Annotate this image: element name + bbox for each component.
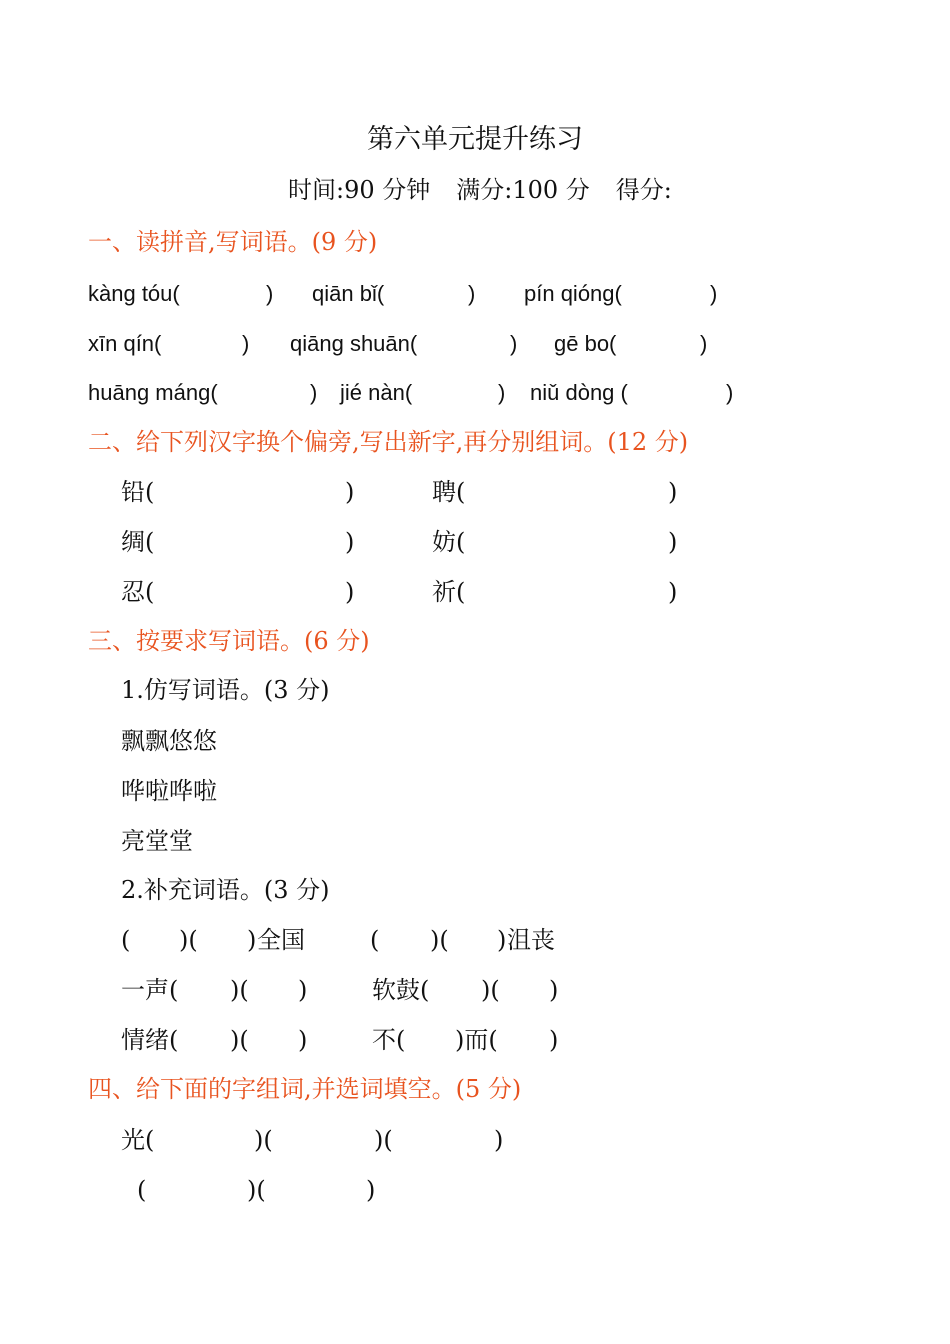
section-2-heading: 二、给下列汉字换个偏旁,写出新字,再分别组词。(12 分) [88,428,689,456]
answer-blank-close[interactable]: ) [494,1126,504,1154]
answer-blank-close[interactable]: ) [497,926,507,954]
answer-blank-close[interactable]: ) [726,380,734,405]
char-item: 聘( [432,478,466,506]
page-title: 第六单元提升练习 [367,124,583,155]
char-item: 忍( [121,578,155,606]
score-label: 得分: [615,176,672,204]
answer-blank-close[interactable]: ) [298,976,308,1004]
answer-blank-open[interactable]: ( [370,926,380,954]
answer-blank-close[interactable]: ) [345,478,355,506]
example-word: 哗啦哗啦 [121,777,217,805]
section-4-heading: 四、给下面的字组词,并选词填空。(5 分) [88,1075,522,1103]
answer-blank-close[interactable]: ) [549,1026,559,1054]
section-3-heading: 三、按要求写词语。(6 分) [88,627,370,655]
subquestion-2: 2.补充词语。(3 分) [121,876,330,904]
answer-blank-close[interactable]: ) [366,1176,376,1204]
answer-blank-close[interactable]: ) [510,331,518,356]
answer-blank-close[interactable]: ) [668,528,678,556]
section-1-heading: 一、读拼音,写词语。(9 分) [88,228,378,256]
answer-blank-close[interactable]: ) [310,380,318,405]
answer-blank-close[interactable]: ) [345,578,355,606]
answer-blank-pair[interactable]: )( [481,976,500,1004]
pinyin-item: gē bo( [554,331,617,356]
answer-blank-close[interactable]: ) [549,976,559,1004]
answer-blank-open[interactable]: ( [121,926,131,954]
fill-word: 全国 [257,926,305,954]
char-item: 铅( [121,478,155,506]
answer-blank-close[interactable]: ) [700,331,708,356]
answer-blank-close[interactable]: ) [468,281,476,306]
answer-blank-pair[interactable]: )( [247,1176,266,1204]
answer-blank-close[interactable]: ) [266,281,274,306]
fill-word: 软鼓( [372,976,430,1004]
answer-blank-close[interactable]: ) [298,1026,308,1054]
pinyin-item: pín qióng( [524,281,622,306]
pinyin-item: xīn qín( [88,331,162,356]
answer-blank-pair[interactable]: )( [430,926,449,954]
pinyin-item: qiān bǐ( [312,281,385,306]
answer-blank-close[interactable]: ) [668,578,678,606]
fill-word: 一声( [121,976,179,1004]
pinyin-item: huāng máng( [88,380,218,405]
answer-blank-close[interactable]: ) [498,380,506,405]
time-label: 时间:90 分钟 [288,176,431,204]
answer-blank-close[interactable]: ) [242,331,250,356]
char-item: 绸( [121,528,155,556]
fill-word: 沮丧 [507,926,555,954]
answer-blank-close[interactable]: ) [247,926,257,954]
answer-blank-close[interactable]: ) [710,281,718,306]
full-score-label: 满分:100 分 [456,176,590,204]
pinyin-item: niǔ dòng ( [530,380,628,405]
char-item: 祈( [432,578,466,606]
example-word: 亮堂堂 [121,827,193,855]
answer-blank-pair[interactable]: )( [230,1026,249,1054]
answer-blank-pair[interactable]: )( [254,1126,273,1154]
answer-blank-pair[interactable]: )( [374,1126,393,1154]
subquestion-1: 1.仿写词语。(3 分) [121,676,330,704]
pinyin-item: jié nàn( [340,380,413,405]
char-item: 光( [121,1126,155,1154]
fill-word: 情绪( [121,1026,179,1054]
exam-meta [288,178,698,202]
answer-blank-pair[interactable]: )( [230,976,249,1004]
example-word: 飘飘悠悠 [121,727,217,755]
fill-word: 不( [372,1026,406,1054]
pinyin-item: kàng tóu( [88,281,180,306]
answer-blank-close[interactable]: ) [668,478,678,506]
answer-blank-close[interactable]: ) [345,528,355,556]
fill-word: )而( [455,1026,498,1054]
answer-blank-open[interactable]: ( [137,1176,147,1204]
answer-blank-pair[interactable]: )( [179,926,198,954]
pinyin-item: qiāng shuān( [290,331,418,356]
char-item: 妨( [432,528,466,556]
